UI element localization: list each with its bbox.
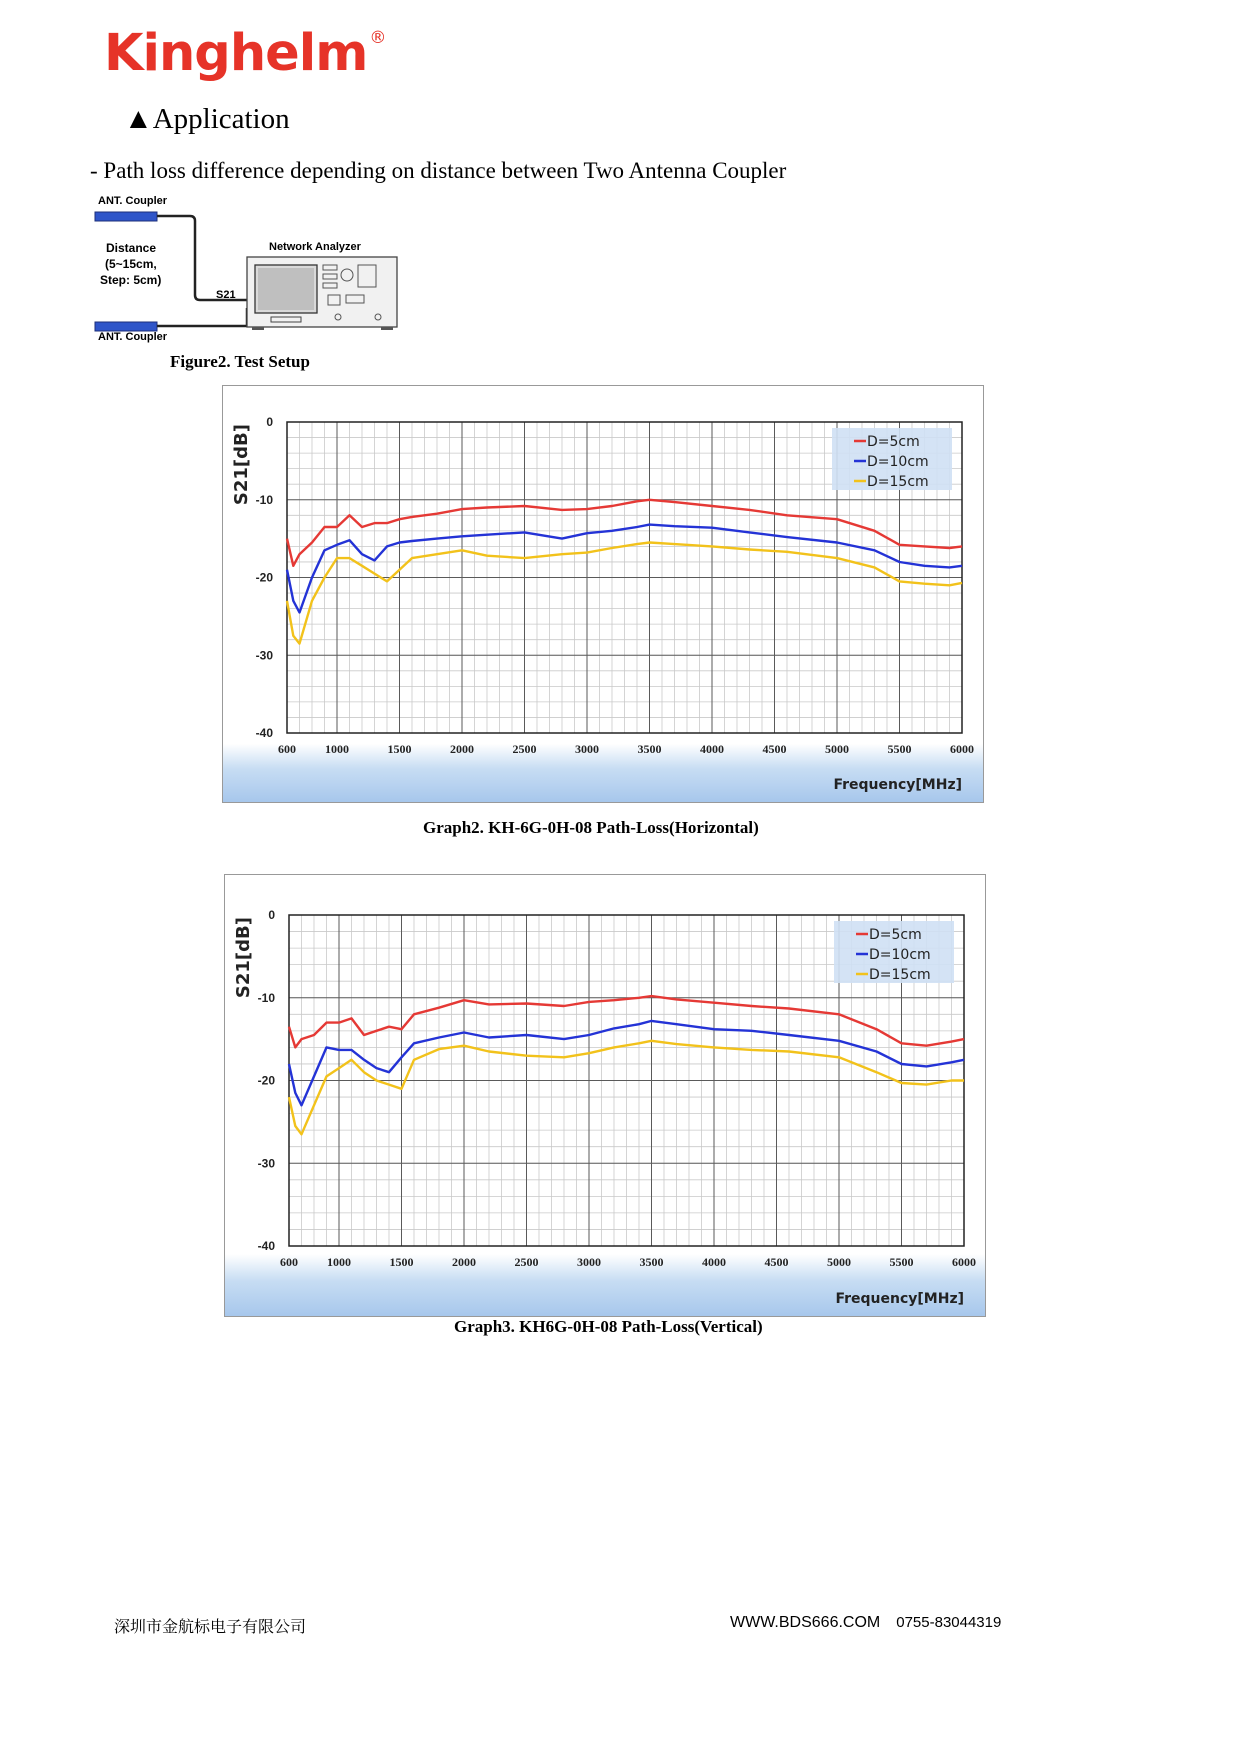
x-tick-label: 1500	[387, 742, 412, 756]
x-tick-label: 5500	[889, 1255, 914, 1269]
x-tick-label: 600	[278, 742, 296, 756]
y-tick-label: -20	[257, 1073, 275, 1088]
section-title: ▲Application	[124, 103, 290, 135]
x-tick-label: 6000	[952, 1255, 976, 1269]
x-tick-label: 4500	[762, 742, 787, 756]
legend-label: D=5cm	[867, 434, 920, 450]
y-tick-label: -20	[255, 570, 273, 585]
y-tick-label: -40	[255, 726, 273, 740]
chart-horizontal	[222, 385, 984, 803]
footer-phone: 0755-83044319	[896, 1614, 1002, 1631]
x-tick-label: 1000	[325, 742, 349, 756]
graph-caption-vertical: Graph3. KH6G-0H-08 Path-Loss(Vertical)	[454, 1317, 763, 1336]
x-tick-label: 600	[280, 1255, 298, 1269]
x-axis-label: Frequency[MHz]	[835, 1291, 964, 1307]
chart-vertical-svg	[225, 875, 985, 1316]
analyzer-screen-inner	[258, 268, 314, 310]
legend-label: D=10cm	[867, 454, 929, 470]
x-tick-label: 1500	[389, 1255, 414, 1269]
coupler-top-shape	[95, 212, 157, 221]
x-tick-label: 4000	[700, 742, 724, 756]
coupler-bottom-label: ANT. Coupler	[98, 331, 168, 343]
chart-vertical	[224, 874, 986, 1317]
y-tick-label: -30	[257, 1156, 275, 1171]
x-tick-label: 5000	[827, 1255, 851, 1269]
distance-label-3: Step: 5cm)	[100, 273, 162, 287]
distance-label-2: (5~15cm,	[105, 257, 157, 271]
port-label: S21	[216, 289, 236, 301]
footer-company: 深圳市金航标电子有限公司	[114, 1619, 307, 1636]
y-axis-label: S21[dB]	[231, 424, 252, 506]
x-tick-label: 3000	[577, 1255, 601, 1269]
legend-label: D=5cm	[869, 927, 922, 943]
y-tick-label: -30	[255, 648, 273, 663]
figure-caption: Figure2. Test Setup	[170, 352, 310, 371]
footer-website[interactable]: WWW.BDS666.COM	[730, 1614, 881, 1631]
analyzer-label: Network Analyzer	[269, 241, 361, 253]
y-axis-label: S21[dB]	[233, 917, 254, 999]
logo-text: Kinghelm	[104, 24, 368, 83]
x-tick-label: 4000	[702, 1255, 726, 1269]
y-tick-label: -40	[257, 1239, 275, 1253]
x-tick-label: 2000	[450, 742, 474, 756]
cable-bottom	[157, 308, 247, 326]
x-tick-label: 2500	[512, 742, 537, 756]
x-tick-label: 3500	[637, 742, 662, 756]
x-tick-label: 1000	[327, 1255, 351, 1269]
analyzer-foot	[381, 327, 393, 330]
y-tick-label: -10	[257, 990, 275, 1005]
graph-caption-horizontal: Graph2. KH-6G-0H-08 Path-Loss(Horizontal)	[423, 818, 759, 837]
chart-horizontal-svg	[223, 386, 983, 802]
coupler-bottom-shape	[95, 322, 157, 331]
x-tick-label: 3000	[575, 742, 599, 756]
legend-label: D=15cm	[869, 967, 931, 983]
x-tick-label: 3500	[639, 1255, 664, 1269]
x-tick-label: 2500	[514, 1255, 539, 1269]
x-tick-label: 5000	[825, 742, 849, 756]
cable-top	[157, 216, 247, 300]
legend-label: D=15cm	[867, 474, 929, 490]
y-tick-label: 0	[268, 908, 275, 922]
legend-label: D=10cm	[869, 947, 931, 963]
x-tick-label: 4500	[764, 1255, 789, 1269]
x-tick-label: 2000	[452, 1255, 476, 1269]
coupler-top-label: ANT. Coupler	[98, 195, 168, 207]
footer-contact	[730, 1614, 1001, 1632]
analyzer-foot	[252, 327, 264, 330]
y-tick-label: 0	[266, 415, 273, 429]
kinghelm-logo	[104, 24, 386, 83]
x-tick-label: 5500	[887, 742, 912, 756]
x-tick-label: 6000	[950, 742, 974, 756]
y-tick-label: -10	[255, 492, 273, 507]
distance-label-1: Distance	[106, 241, 157, 255]
section-subtitle: - Path loss difference depending on distance between Two Antenna Coupler	[90, 158, 787, 183]
test-setup-diagram	[90, 195, 410, 345]
registered-mark: ®	[369, 28, 386, 48]
x-axis-label: Frequency[MHz]	[833, 777, 962, 793]
